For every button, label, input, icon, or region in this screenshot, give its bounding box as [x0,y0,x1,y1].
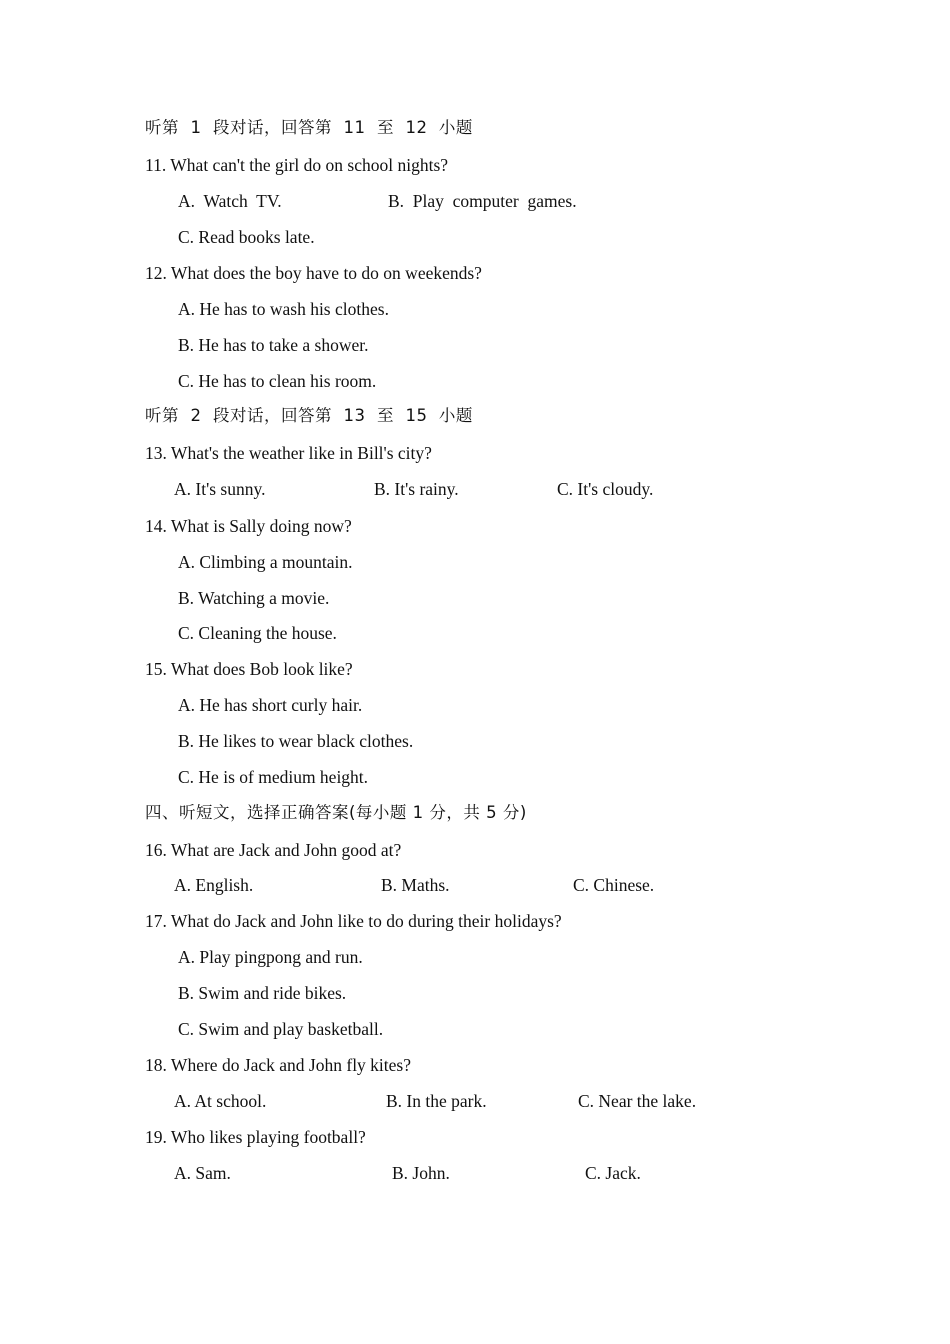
question-13-option-b: B. It's rainy. [374,479,459,499]
question-17-option-b: B. Swim and ride bikes. [178,983,347,1003]
question-13-stem: 13. What's the weather like in Bill's city? [145,443,432,463]
section-heading-3: 四、听短文，选择正确答案(每小题 1 分，共 5 分) [145,803,527,822]
question-17-option-a: A. Play pingpong and run. [178,947,363,967]
question-19-option-b: B. John. [392,1163,450,1183]
question-11-option-b: B. Play computer games. [388,191,577,211]
question-16-option-c: C. Chinese. [573,875,655,895]
section-heading-2: 听第 2 段对话，回答第 13 至 15 小题 [145,406,473,425]
question-16-option-a: A. English. [174,875,254,895]
question-14-option-b: B. Watching a movie. [178,588,330,608]
question-18-option-c: C. Near the lake. [578,1091,697,1111]
question-12-stem: 12. What does the boy have to do on weekends? [145,263,482,283]
question-19-option-c: C. Jack. [585,1163,641,1183]
question-13-option-a: A. It's sunny. [174,479,266,499]
question-19-stem: 19. Who likes playing football? [145,1127,366,1147]
question-15-option-a: A. He has short curly hair. [178,695,363,715]
question-11-option-a: A. Watch TV. [178,191,282,211]
question-15-stem: 15. What does Bob look like? [145,659,353,679]
question-17-stem: 17. What do Jack and John like to do during their holidays? [145,911,562,931]
question-11-stem: 11. What can't the girl do on school nights? [145,155,449,175]
question-15-option-c: C. He is of medium height. [178,767,369,787]
question-12-option-c: C. He has to clean his room. [178,371,377,391]
question-19-option-a: A. Sam. [174,1163,231,1183]
question-14-option-a: A. Climbing a mountain. [178,552,353,572]
question-13-option-c: C. It's cloudy. [557,479,654,499]
question-18-stem: 18. Where do Jack and John fly kites? [145,1055,411,1075]
question-18-option-a: A. At school. [174,1091,267,1111]
question-15-option-b: B. He likes to wear black clothes. [178,731,414,751]
question-16-option-b: B. Maths. [381,875,450,895]
section-heading-1: 听第 1 段对话，回答第 11 至 12 小题 [145,118,473,137]
question-16-stem: 16. What are Jack and John good at? [145,840,402,860]
question-17-option-c: C. Swim and play basketball. [178,1019,384,1039]
question-12-option-a: A. He has to wash his clothes. [178,299,389,319]
question-14-stem: 14. What is Sally doing now? [145,516,352,536]
question-18-option-b: B. In the park. [386,1091,487,1111]
question-12-option-b: B. He has to take a shower. [178,335,369,355]
question-14-option-c: C. Cleaning the house. [178,623,337,643]
question-11-option-c: C. Read books late. [178,227,315,247]
